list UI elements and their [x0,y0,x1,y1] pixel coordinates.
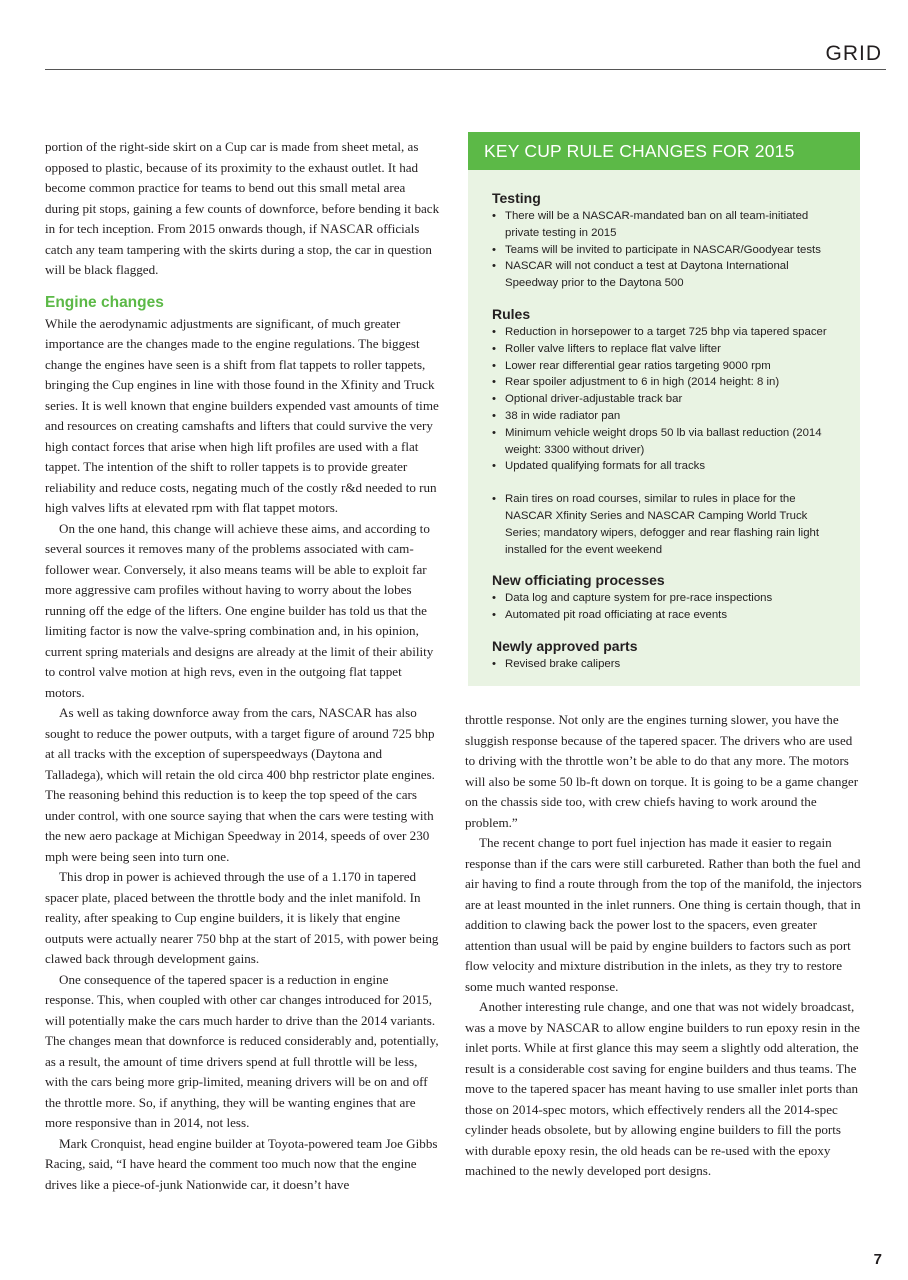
list-item: • Rear spoiler adjustment to 6 in high (2014 height: 8 in) [492,374,844,391]
list-item: • NASCAR will not conduct a test at Daytona International Speedway prior to the Daytona 500 [492,258,844,292]
list-item: • Lower rear differential gear ratios targeting 9000 rpm [492,358,844,375]
body-paragraph: One consequence of the tapered spacer is a reduction in engine response. This, when coupled with other car changes introduced for 2015, will potentially make the cars much harder to drive than the 2014 variants. The changes mean that downforce is reduced considerably and, potentially, as a result, the amount of time drivers spend at full throttle will be less, with the cars being more grip-limited, meaning drivers will be on and off the throttle more. So, if anything, they will be wanting engines that are more responsive than in 2014, not less. [45,971,439,1130]
body-paragraph: throttle response. Not only are the engines turning slower, you have the sluggish response because of the tapered spacer. The drivers who are used to driving with the throttle won’t be able to do that any more. The motors will also be some 50 lb-ft down on torque. It is going to be a game changer on the chassis side too, with crew chiefs having to work around the problem.” [465,712,859,830]
body-paragraph: Another interesting rule change, and one that was not widely broadcast, was a move by NASCAR to allow engine builders to run epoxy resin in the inlet ports. While at first glance this may seem a slightly odd alteration, the result is a considerable cost saving for engine builders and thus teams. The move to the tapered spacer has meant having to use smaller inlet ports than those on 2014-spec motors, which effectively renders all the 2014-spec cylinder heads obsolete, but by allowing engine builders to fill the ports with durable epoxy resin, the old heads can be re-used with the epoxy machined to the newly developed port designs. [465,999,860,1178]
list-item: • Data log and capture system for pre-race inspections [492,590,844,607]
list-item: • Rain tires on road courses, similar to rules in place for the NASCAR Xfinity Series and NASCAR Camping World Truck Series; mandatory wipers, defogger and rear flashing rain light installed for the event weekend [492,491,844,558]
list-item: • Automated pit road officiating at race events [492,607,844,624]
section-label: GRID [825,42,882,65]
officiating-list [492,590,844,624]
testing-list [492,208,844,292]
body-paragraph: Mark Cronquist, head engine builder at Toyota-powered team Joe Gibbs Racing, said, “I have heard the comment too much now that the engine drives like a piece-of-junk Nationwide car, it doesn’t have [45,1135,438,1192]
list-item: • Reduction in horsepower to a target 725 bhp via tapered spacer [492,324,844,341]
list-item: • 38 in wide radiator pan [492,408,844,425]
list-item: • Roller valve lifters to replace flat valve lifter [492,341,844,358]
section-heading: Testing [492,190,541,206]
engine-changes-subhead: Engine changes [45,293,164,311]
list-item: • Revised brake calipers [492,656,844,673]
list-item: • Updated qualifying formats for all tracks [492,458,844,475]
intro-paragraph: portion of the right-side skirt on a Cup car is made from sheet metal, as opposed to plastic, because of its proximity to the exhaust outlet. It had become common practice for teams to bend out this small metal area during pit stops, gaining a few counts of downforce, before bending it back in for tech inception. From 2015 onwards though, if NASCAR officials catch any team tampering with the skirts during a stop, the car in question will be black flagged. [45,139,440,277]
section-heading: New officiating processes [492,572,665,589]
body-paragraph: On the one hand, this change will achieve these aims, and according to several sources it removes many of the problems associated with cam-follower wear. Conversely, it also means teams will be able to exploit far more aggressive cam profiles without having to worry about the lobes running off the edge of the lifters. One engine builder has told us that the limiting factor is now the valve-spring combination and, in his opinion, current spring materials and designs are already at the limit of their ability to control valve motion at high revs, even in the outgoing flat tappet motors. [45,520,434,700]
rule-changes-sidebar [468,132,860,686]
list-item: • Teams will be invited to participate in NASCAR/Goodyear tests [492,242,844,259]
section-heading: Newly approved parts [492,637,638,654]
page-number: 7 [873,1251,882,1268]
header-rule [45,69,886,70]
sidebar-body [468,170,860,673]
body-paragraph: As well as taking downforce away from the cars, NASCAR has also sought to reduce the power outputs, with a target figure of around 725 bhp at all tracks with the exception of superspeedways (Daytona and Talladega), which will retain the old circa 400 bhp restrictor plate engines. The reasoning behind this reduction is to keep the top speed of the cars under control, with one source saying that when the cars were testing with the new aero package at Michigan Speedway in 2014, speeds of over 230 mph were being seen into turn one. [45,705,435,864]
body-paragraph: The recent change to port fuel injection has made it easier to regain response than if the cars were still carbureted. Rather than both the fuel and air having to find a route through from the top of the manifold, the injectors are at least mounted in the inlet runners. One thing is certain though, that in addition to clawing back the power lost to the spacers, even greater attention than usual will be paid by engine builders to factors such as port flow velocity and mixture distribution in the inlets, as they try to restore some much wanted response. [465,835,862,994]
approved-parts-section [492,636,844,673]
list-item: • Minimum vehicle weight drops 50 lb via ballast reduction (2014 weight: 3300 without driver) [492,425,844,459]
rules-section [492,304,844,558]
body-paragraph: While the aerodynamic adjustments are significant, of much greater importance are the changes made to the engine regulations. The biggest change the engines have seen is a shift from flat tappets to roller tappets, bringing the Cup engines in line with those found in the Xfinity and Truck series. It is well known that engine builders expended vast amounts of time and resources on creating camshafts and lifters that could survive the very high contact forces that arise when high lift profiles are used with a flat tappet. The intention of the shift to roller tappets is to provide greater reliability and reduce costs, negating much of the costly r&d needed to run high valves lifts at elevated rpm with flat tappet motors. [45,315,439,515]
section-heading: Rules [492,305,531,322]
approved-parts-list [492,656,844,673]
testing-section [492,188,844,292]
right-column [465,710,865,1182]
body-paragraph: This drop in power is achieved through the use of a 1.170 in tapered spacer plate, placed between the throttle body and the inlet manifold. In reality, after speaking to Cup engine builders, it is likely that engine outputs were actually nearer 750 bhp at the start of 2015, with power being clawed back through development gains. [45,869,439,966]
list-item: • Optional driver-adjustable track bar [492,391,844,408]
officiating-section [492,570,844,624]
sidebar-title: KEY CUP RULE CHANGES FOR 2015 [468,132,860,170]
list-item: • There will be a NASCAR-mandated ban on all team-initiated private testing in 2015 [492,208,844,242]
rules-list [492,324,844,558]
left-column [45,137,440,1195]
